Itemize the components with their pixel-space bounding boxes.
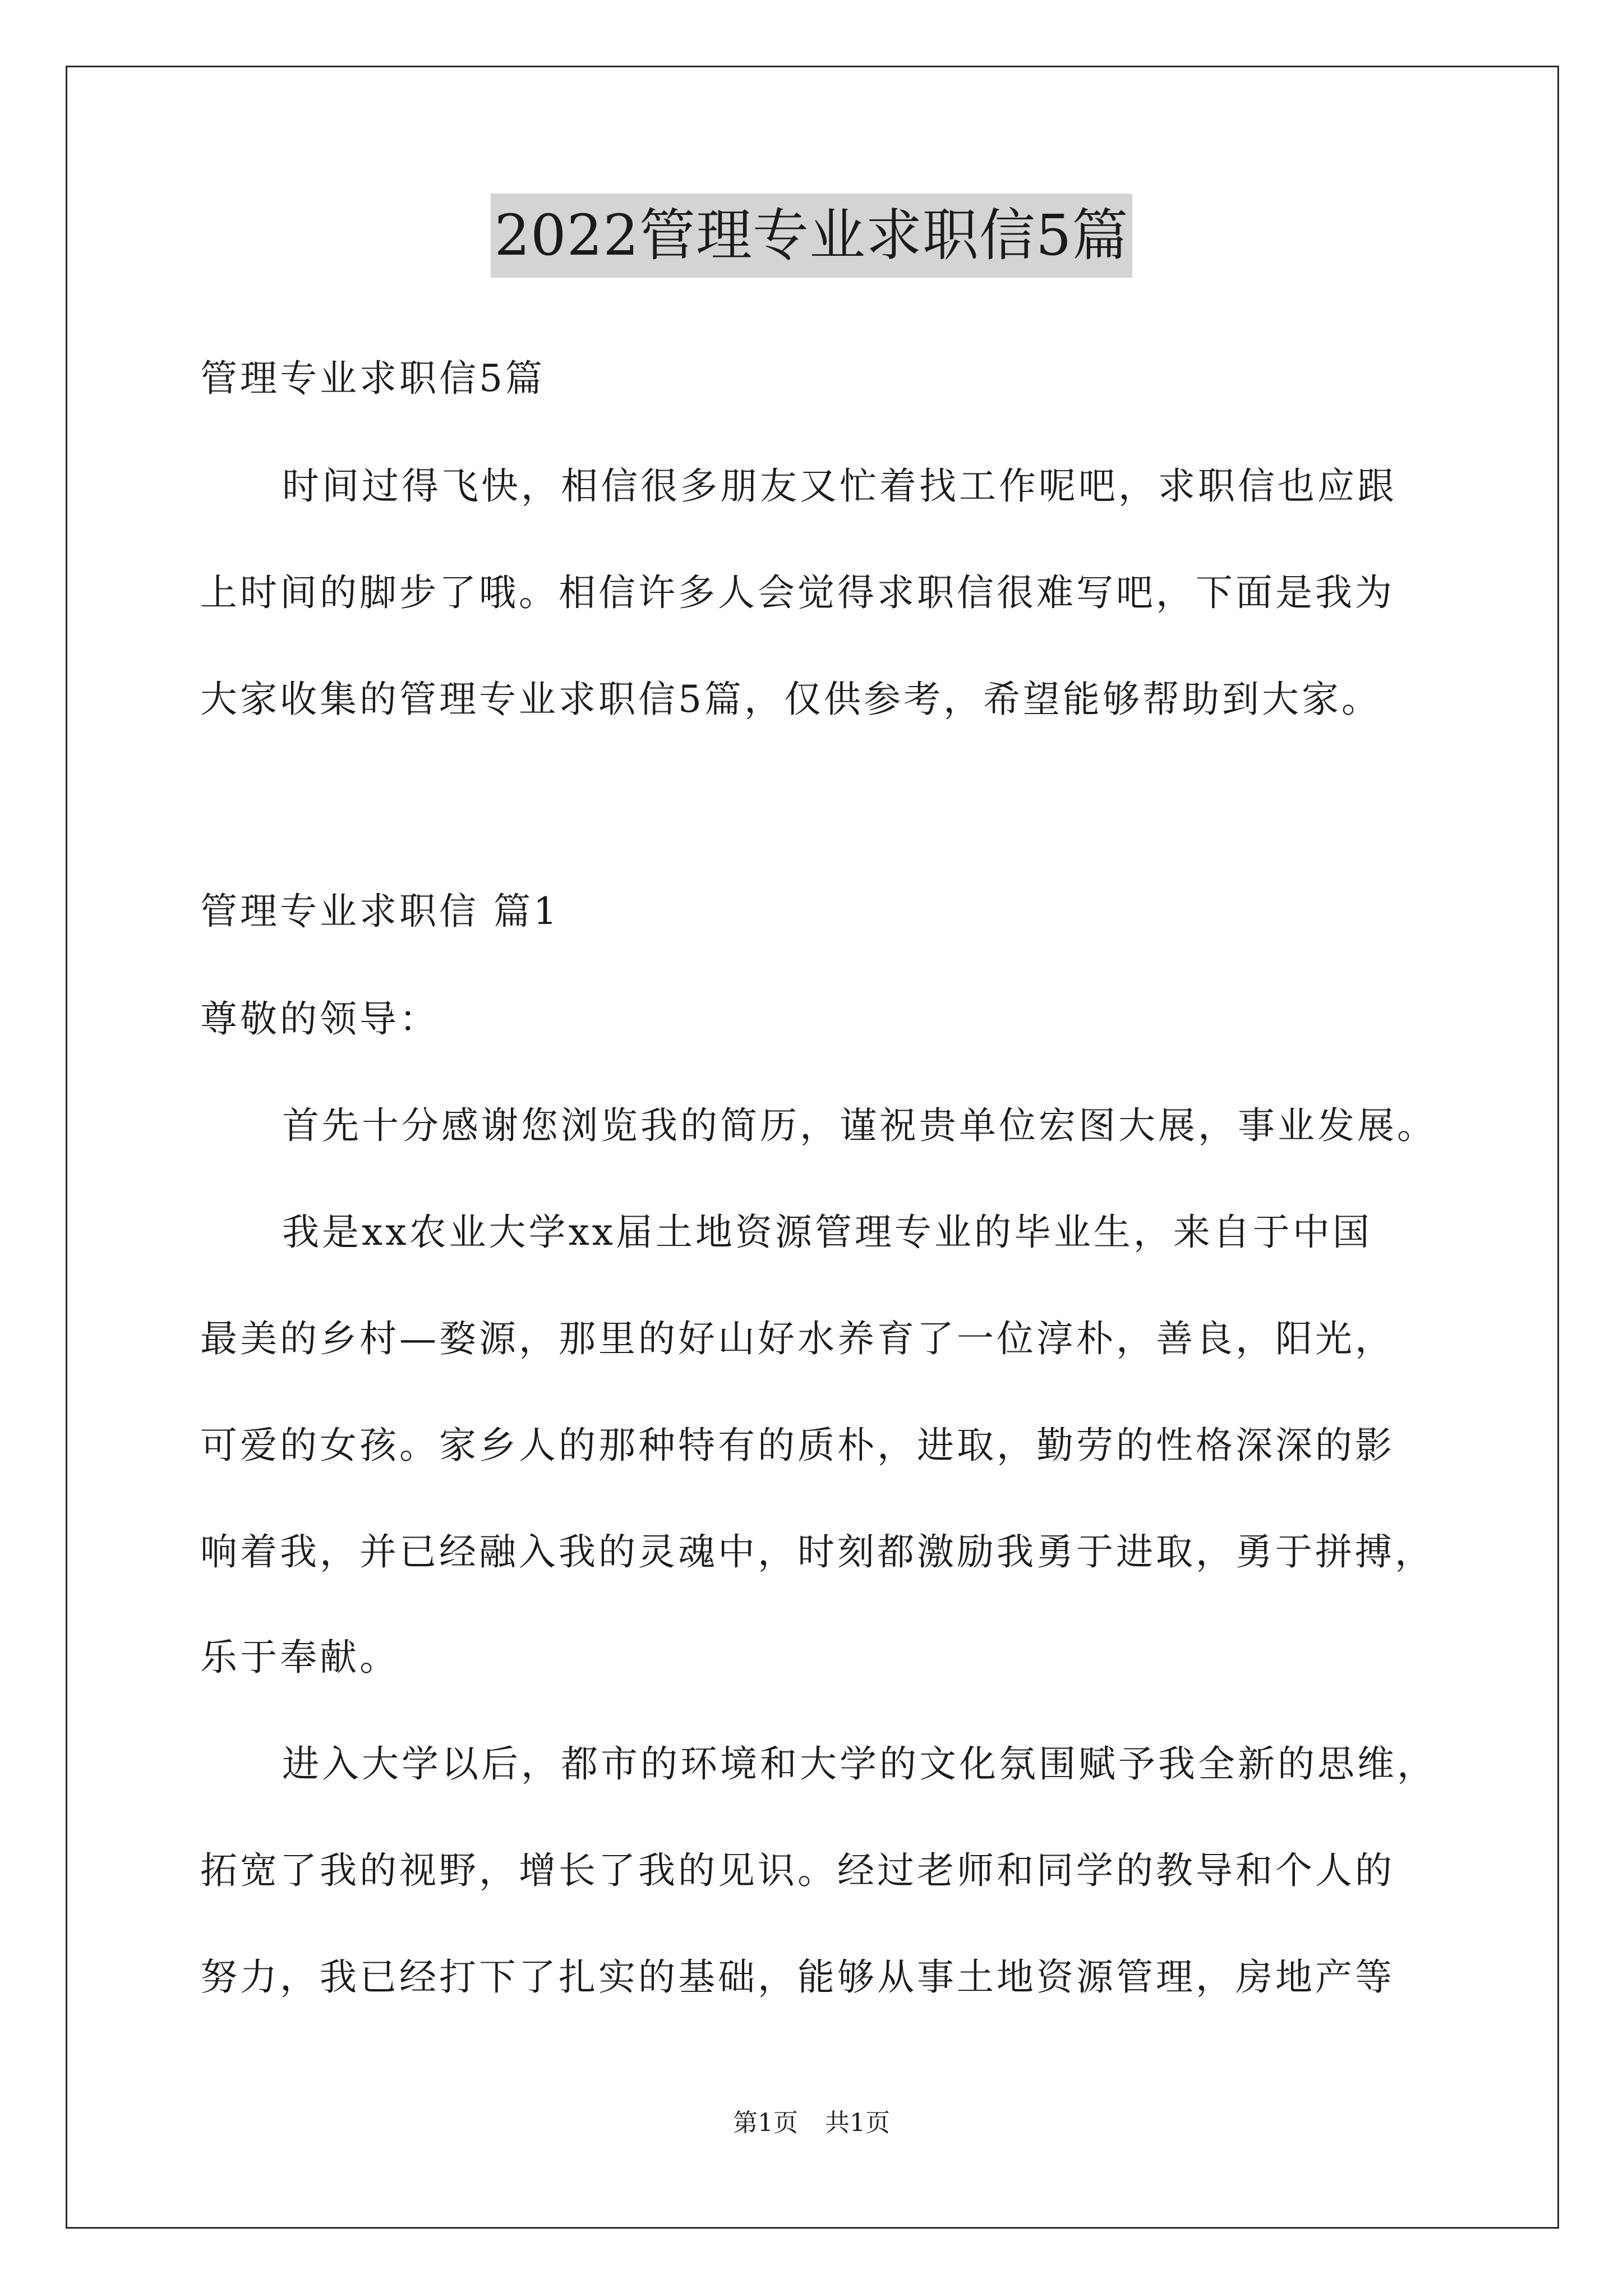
body-line: 响着我，并已经融入我的灵魂中，时刻都激励我勇于进取，勇于拼搏， [200, 1530, 1435, 1573]
section-heading: 管理专业求职信 篇1 [200, 890, 560, 933]
title-container [0, 194, 1623, 278]
body-line: 努力，我已经打下了扎实的基础，能够从事土地资源管理，房地产等 [200, 1955, 1395, 1999]
salutation: 尊敬的领导： [200, 997, 439, 1041]
intro-line: 大家收集的管理专业求职信5篇，仅供参考，希望能够帮助到大家。 [200, 678, 1381, 721]
body-line: 拓宽了我的视野，增长了我的见识。经过老师和同学的教导和个人的 [200, 1849, 1395, 1892]
body-line: 首先十分感谢您浏览我的简历，谨祝贵单位宏图大展，事业发展。 [282, 1104, 1437, 1147]
body-line: 可爱的女孩。家乡人的那种特有的质朴，进取，勤劳的性格深深的影 [200, 1424, 1395, 1467]
document-title: 2022管理专业求职信5篇 [491, 194, 1132, 278]
page-footer [0, 2106, 1623, 2140]
body-line: 乐于奉献。 [200, 1636, 399, 1679]
body-line: 我是xx农业大学xx届土地资源管理专业的毕业生，来自于中国 [282, 1211, 1372, 1254]
body-line: 最美的乡村—婺源，那里的好山好水养育了一位淳朴，善良，阳光， [200, 1317, 1395, 1360]
page-number: 第1页 [733, 2109, 798, 2137]
intro-line: 上时间的脚步了哦。相信许多人会觉得求职信很难写吧，下面是我为 [200, 571, 1395, 614]
document-subtitle: 管理专业求职信5篇 [200, 357, 545, 400]
intro-line: 时间过得飞快，相信很多朋友又忙着找工作呢吧，求职信也应跟 [282, 464, 1397, 508]
page-total: 共1页 [825, 2109, 890, 2137]
body-line: 进入大学以后，都市的环境和大学的文化氛围赋予我全新的思维， [282, 1742, 1437, 1786]
